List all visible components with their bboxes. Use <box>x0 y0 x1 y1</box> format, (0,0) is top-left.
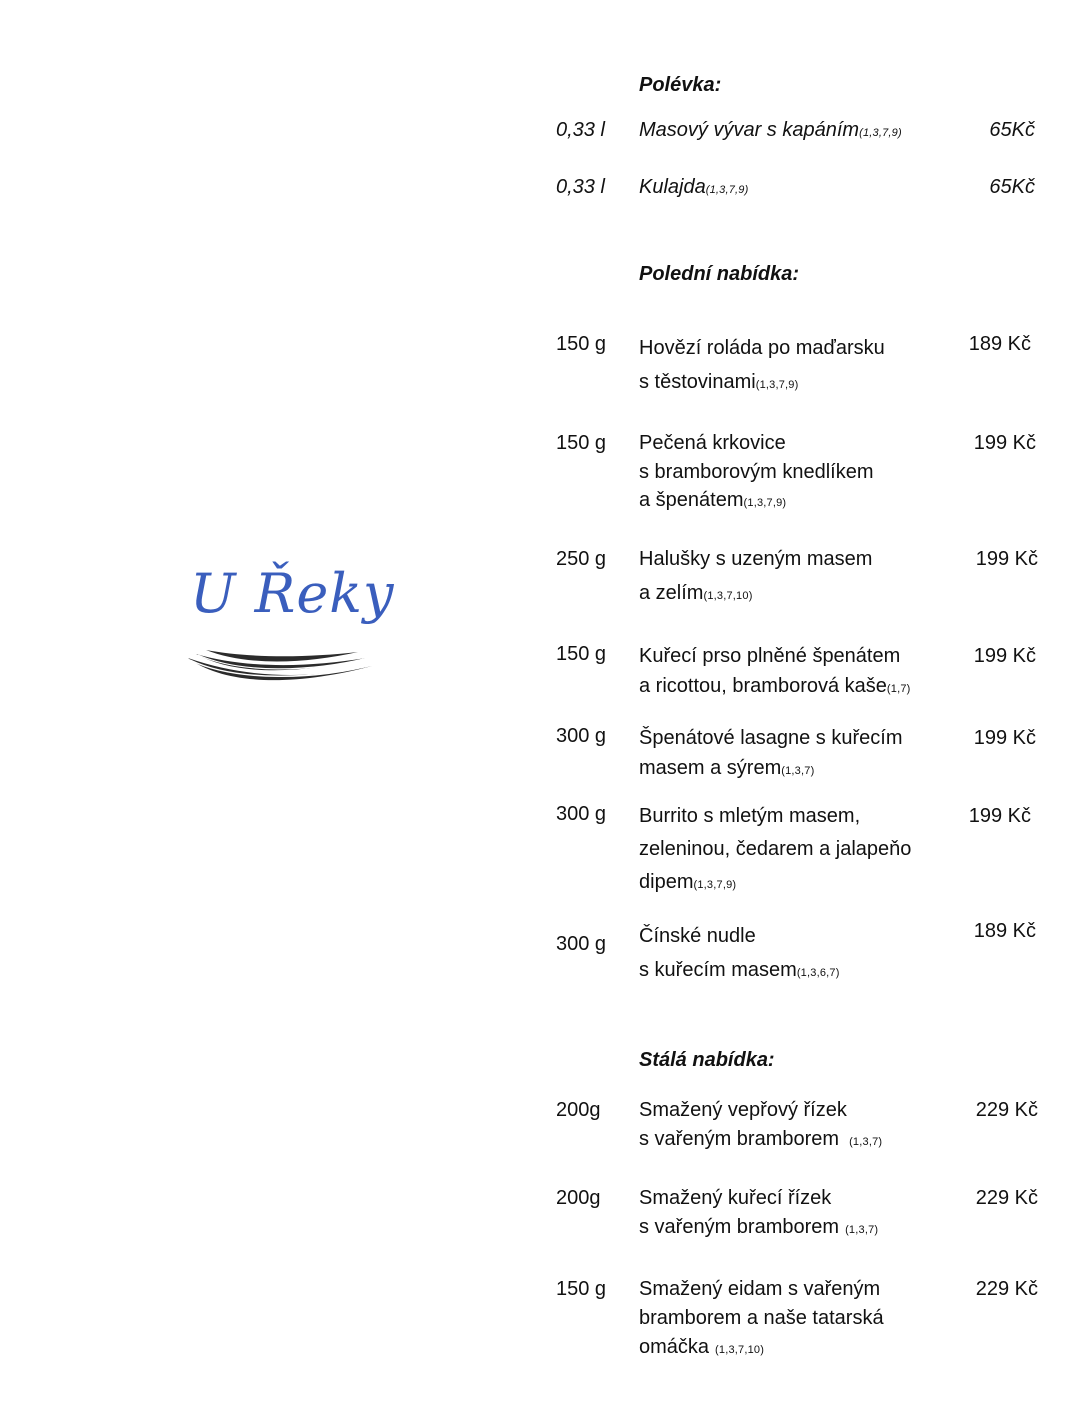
item-allergens: (1,3,7,10) <box>703 590 753 602</box>
item-allergens: (1,3,7,9) <box>693 879 737 891</box>
item-name-line: s vařeným bramborem (1,3,7) <box>639 1216 879 1238</box>
permanent-heading: Stálá nabídka: <box>639 1049 775 1071</box>
item-quantity: 0,33 l <box>556 119 605 141</box>
item-allergens: (1,3,7,9) <box>705 184 749 196</box>
item-name-line: Burrito s mletým masem, <box>639 805 861 827</box>
item-name-line: Smažený eidam s vařeným <box>639 1278 881 1300</box>
item-name-line: s těstovinami(1,3,7,9) <box>639 371 799 393</box>
item-name-line: a špenátem(1,3,7,9) <box>639 489 787 511</box>
item-quantity: 150 g <box>556 432 607 454</box>
item-price: 229 Kč <box>975 1099 1038 1121</box>
item-name-line: s vařeným bramborem (1,3,7) <box>639 1128 883 1150</box>
item-name-line: Halušky s uzeným masem <box>639 548 873 570</box>
item-quantity: 0,33 l <box>556 176 605 198</box>
item-name-line: Hovězí roláda po maďarsku <box>639 337 885 359</box>
item-name-line: omáčka (1,3,7,10) <box>639 1336 765 1358</box>
item-allergens: (1,3,7) <box>849 1136 883 1148</box>
item-allergens: (1,3,7) <box>781 765 815 777</box>
item-allergens: (1,3,6,7) <box>796 967 840 979</box>
item-price: 199 Kč <box>973 727 1036 749</box>
item-quantity: 250 g <box>556 548 607 570</box>
item-name-line: a ricottou, bramborová kaše(1,7) <box>639 675 911 697</box>
item-quantity: 150 g <box>556 1278 607 1300</box>
item-quantity: 300 g <box>556 933 607 955</box>
item-name-line: masem a sýrem(1,3,7) <box>639 757 815 779</box>
item-price: 199 Kč <box>975 548 1038 570</box>
item-price: 199 Kč <box>973 645 1036 667</box>
item-price: 189 Kč <box>973 920 1036 942</box>
item-allergens: (1,3,7) <box>845 1224 879 1236</box>
item-name-line: bramborem a naše tatarská <box>639 1307 884 1329</box>
item-quantity: 200g <box>556 1187 601 1209</box>
item-name-line: Pečená krkovice <box>639 432 786 454</box>
item-price: 189 Kč <box>968 333 1031 355</box>
item-name-line: Čínské nudle <box>639 925 756 947</box>
item-price: 65Kč <box>989 176 1035 198</box>
item-quantity: 200g <box>556 1099 601 1121</box>
item-allergens: (1,3,7,9) <box>743 497 787 509</box>
item-price: 199 Kč <box>973 432 1036 454</box>
item-allergens: (1,3,7,9) <box>859 127 902 139</box>
item-quantity: 300 g <box>556 803 607 825</box>
item-quantity: 150 g <box>556 333 607 355</box>
item-allergens: (1,3,7,10) <box>715 1344 765 1356</box>
item-name-line: Špenátové lasagne s kuřecím <box>639 727 903 749</box>
item-name-line: zeleninou, čedarem a jalapeňo <box>639 838 912 860</box>
item-quantity: 300 g <box>556 725 607 747</box>
item-name-line: a zelím(1,3,7,10) <box>639 582 753 604</box>
item-name-line: Smažený kuřecí řízek <box>639 1187 832 1209</box>
item-price: 199 Kč <box>968 805 1031 827</box>
item-name-line: Kuřecí prso plněné špenátem <box>639 645 901 667</box>
item-allergens: (1,3,7,9) <box>755 379 799 391</box>
item-quantity: 150 g <box>556 643 607 665</box>
item-price: 65Kč <box>989 119 1035 141</box>
item-name-line: s bramborovým knedlíkem <box>639 461 874 483</box>
lunch-heading: Polední nabídka: <box>639 263 800 285</box>
item-name-line: dipem(1,3,7,9) <box>639 871 737 893</box>
logo-text: U Řeky <box>190 562 395 625</box>
wave-icon <box>186 646 382 690</box>
soup-heading: Polévka: <box>639 74 722 96</box>
restaurant-logo <box>186 562 395 702</box>
item-name: Kulajda(1,3,7,9) <box>639 176 749 198</box>
item-allergens: (1,7) <box>886 683 911 695</box>
item-price: 229 Kč <box>975 1278 1038 1300</box>
item-name: Masový vývar s kapáním(1,3,7,9) <box>639 119 902 141</box>
item-name-line: s kuřecím masem(1,3,6,7) <box>639 959 840 981</box>
item-name-line: Smažený vepřový řízek <box>639 1099 847 1121</box>
item-price: 229 Kč <box>975 1187 1038 1209</box>
